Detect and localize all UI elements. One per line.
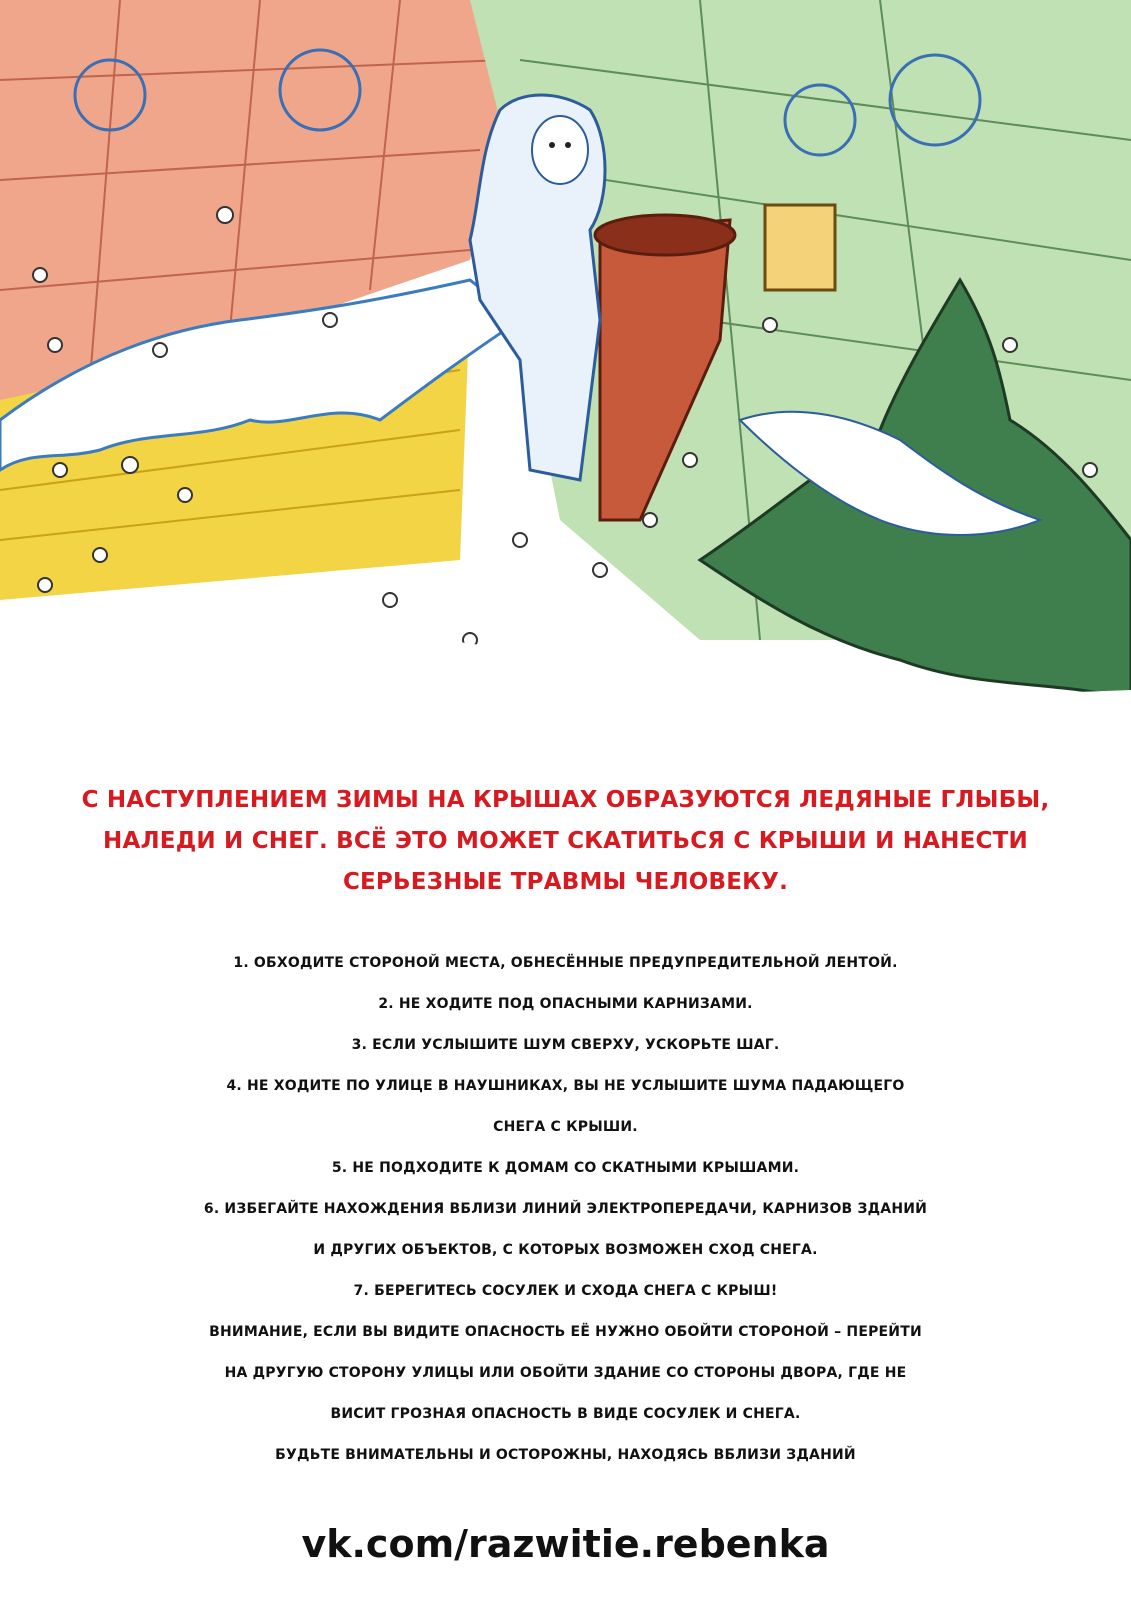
- rule-line: НА ДРУГУЮ СТОРОНУ УЛИЦЫ ИЛИ ОБОЙТИ ЗДАНИЕ СО СТОРОНЫ ДВОРА, ГДЕ НЕ: [224, 1365, 907, 1381]
- rule-line: ВИСИТ ГРОЗНАЯ ОПАСНОСТЬ В ВИДЕ СОСУЛЕК И СНЕГА.: [330, 1406, 801, 1422]
- text-content: [0, 780, 1131, 1476]
- rule-line: СНЕГА С КРЫШИ.: [493, 1119, 638, 1135]
- rule-line: 4. НЕ ХОДИТЕ ПО УЛИЦЕ В НАУШНИКАХ, ВЫ НЕ УСЛЫШИТЕ ШУМА ПАДАЮЩЕГО: [226, 1078, 905, 1094]
- vk-link[interactable]: vk.com/razwitie.rebenka: [301, 1522, 830, 1566]
- rule-line: 7. БЕРЕГИТЕСЬ СОСУЛЕК И СХОДА СНЕГА С КРЫШ!: [353, 1283, 778, 1299]
- rules-list: [0, 943, 1131, 1476]
- winter-roof-illustration: [0, 0, 1131, 760]
- rule-line: 6. ИЗБЕГАЙТЕ НАХОЖДЕНИЯ ВБЛИЗИ ЛИНИЙ ЭЛЕКТРОПЕРЕДАЧИ, КАРНИЗОВ ЗДАНИЙ: [203, 1201, 928, 1217]
- rule-line: И ДРУГИХ ОБЪЕКТОВ, С КОТОРЫХ ВОЗМОЖЕН СХОД СНЕГА.: [313, 1242, 818, 1258]
- rule-line: 1. ОБХОДИТЕ СТОРОНОЙ МЕСТА, ОБНЕСЁННЫЕ ПРЕДУПРЕДИТЕЛЬНОЙ ЛЕНТОЙ.: [233, 955, 898, 971]
- intro-warning: С НАСТУПЛЕНИЕМ ЗИМЫ НА КРЫШАХ ОБРАЗУЮТСЯ ЛЕДЯНЫЕ ГЛЫБЫ, НАЛЕДИ И СНЕГ. ВСЁ ЭТО МОЖЕТ СКАТИТЬСЯ С КРЫШИ И НАНЕСТИ СЕРЬЕЗНЫЕ ТРАВМЫ ЧЕЛОВЕКУ.: [81, 787, 1050, 895]
- rule-line: 5. НЕ ПОДХОДИТЕ К ДОМАМ СО СКАТНЫМИ КРЫШАМИ.: [331, 1160, 800, 1176]
- rule-line: 2. НЕ ХОДИТЕ ПОД ОПАСНЫМИ КАРНИЗАМИ.: [378, 996, 753, 1012]
- rule-line: ВНИМАНИЕ, ЕСЛИ ВЫ ВИДИТЕ ОПАСНОСТЬ ЕЁ НУЖНО ОБОЙТИ СТОРОНОЙ – ПЕРЕЙТИ: [209, 1324, 922, 1340]
- rule-line: 3. ЕСЛИ УСЛЫШИТЕ ШУМ СВЕРХУ, УСКОРЬТЕ ШАГ.: [351, 1037, 780, 1053]
- rule-line: БУДЬТЕ ВНИМАТЕЛЬНЫ И ОСТОРОЖНЫ, НАХОДЯСЬ ВБЛИЗИ ЗДАНИЙ: [275, 1447, 856, 1463]
